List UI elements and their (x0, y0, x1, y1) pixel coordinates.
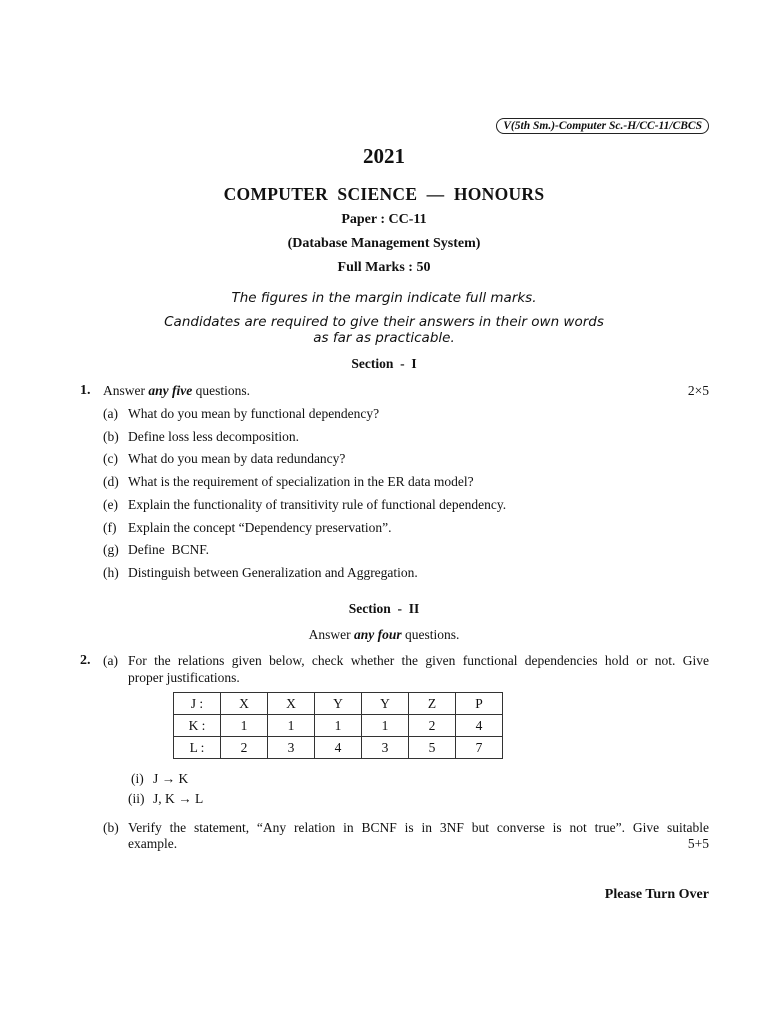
fd-2: J, K → L (153, 791, 204, 806)
question-number: 1. (80, 383, 91, 398)
table-cell: X (268, 693, 315, 715)
table-cell: 2 (409, 715, 456, 737)
fd-1: J → K (153, 771, 189, 786)
table-cell: 4 (456, 715, 503, 737)
table-row (174, 715, 503, 737)
fd-1-label: (i) (131, 771, 144, 786)
table-cell: Z (409, 693, 456, 715)
question-2-marks: 5+5 (687, 836, 709, 851)
table-cell: 3 (362, 737, 409, 759)
section-2-emphasis: any four (353, 627, 402, 642)
table-cell: 1 (315, 715, 362, 737)
row-header-cell: L : (174, 737, 221, 759)
question-part-text: What do you mean by data redundancy? (128, 451, 346, 467)
section-2-instruction (0, 627, 768, 643)
table-cell: 2 (221, 737, 268, 759)
question-part-text: What is the requirement of specialization in the ER data model? (128, 474, 474, 490)
part-label: (a) (103, 653, 118, 668)
table-row (174, 693, 503, 715)
full-marks: Full Marks : 50 (337, 260, 431, 275)
part-label: (b) (103, 820, 119, 835)
question-part-text: Define BCNF. (128, 542, 210, 558)
table-cell: Y (362, 693, 409, 715)
table-cell: 3 (268, 737, 315, 759)
question-1-suffix: questions. (192, 383, 250, 398)
section-1-title: Section - I (351, 356, 417, 371)
question-part-text: Distinguish between Generalization and Aggregation. (128, 564, 418, 580)
relation-table (173, 692, 503, 759)
question-part-label: (g) (103, 542, 119, 558)
question-part-text: Explain the concept “Dependency preservation”. (128, 519, 392, 535)
question-1-instruction (103, 383, 250, 399)
question-part-text: Define loss less decomposition. (128, 428, 299, 444)
paper-number: Paper : CC-11 (341, 212, 427, 227)
instruction-line-2: Candidates are required to give their answers in their own words (164, 314, 604, 330)
question-part-label: (f) (103, 519, 117, 535)
table-cell: X (221, 693, 268, 715)
row-header-cell: K : (174, 715, 221, 737)
please-turn-over: Please Turn Over (604, 887, 709, 902)
table-cell: 1 (362, 715, 409, 737)
section-2-title: Section - II (348, 601, 420, 616)
subject-title: COMPUTER SCIENCE — HONOURS (223, 184, 545, 204)
question-2b-line-2: example. (128, 836, 178, 851)
question-1-prefix: Answer (103, 383, 149, 398)
table-cell: 1 (268, 715, 315, 737)
table-cell: 5 (409, 737, 456, 759)
question-part-label: (a) (103, 406, 118, 421)
table-cell: 1 (221, 715, 268, 737)
exam-year: 2021 (363, 144, 405, 168)
question-part-label: (b) (103, 428, 119, 444)
table-row (174, 737, 503, 759)
row-header-cell: J : (174, 693, 221, 715)
question-1-marks: 2×5 (687, 383, 709, 398)
fd-2-label: (ii) (128, 791, 145, 806)
instruction-line-3: as far as practicable. (313, 330, 455, 346)
question-part-label: (h) (103, 564, 119, 580)
question-part-label: (e) (103, 496, 118, 512)
table-cell: 7 (456, 737, 503, 759)
question-part-text: What do you mean by functional dependency? (128, 406, 380, 421)
question-2b-line-1: Verify the statement, “Any relation in BCNF is in 3NF but converse is not true”. Give suitable (128, 820, 709, 835)
question-2a-line-2: proper justifications. (128, 670, 240, 685)
table-cell: Y (315, 693, 362, 715)
section-2-prefix: Answer (308, 627, 354, 642)
question-1-emphasis: any five (148, 383, 193, 398)
instruction-line-1: The figures in the margin indicate full marks. (231, 290, 537, 306)
question-part-label: (c) (103, 451, 118, 467)
question-2a-line-1: For the relations given below, check whether the given functional dependencies hold or not. Give (128, 653, 709, 668)
table-cell: 4 (315, 737, 362, 759)
paper-code: V(5th Sm.)-Computer Sc.-H/CC-11/CBCS (496, 118, 709, 134)
section-2-suffix: questions. (401, 627, 460, 642)
question-part-label: (d) (103, 474, 119, 490)
paper-name: (Database Management System) (287, 236, 481, 251)
table-cell: P (456, 693, 503, 715)
question-part-text: Explain the functionality of transitivity rule of functional dependency. (128, 496, 507, 512)
question-number: 2. (80, 653, 91, 668)
